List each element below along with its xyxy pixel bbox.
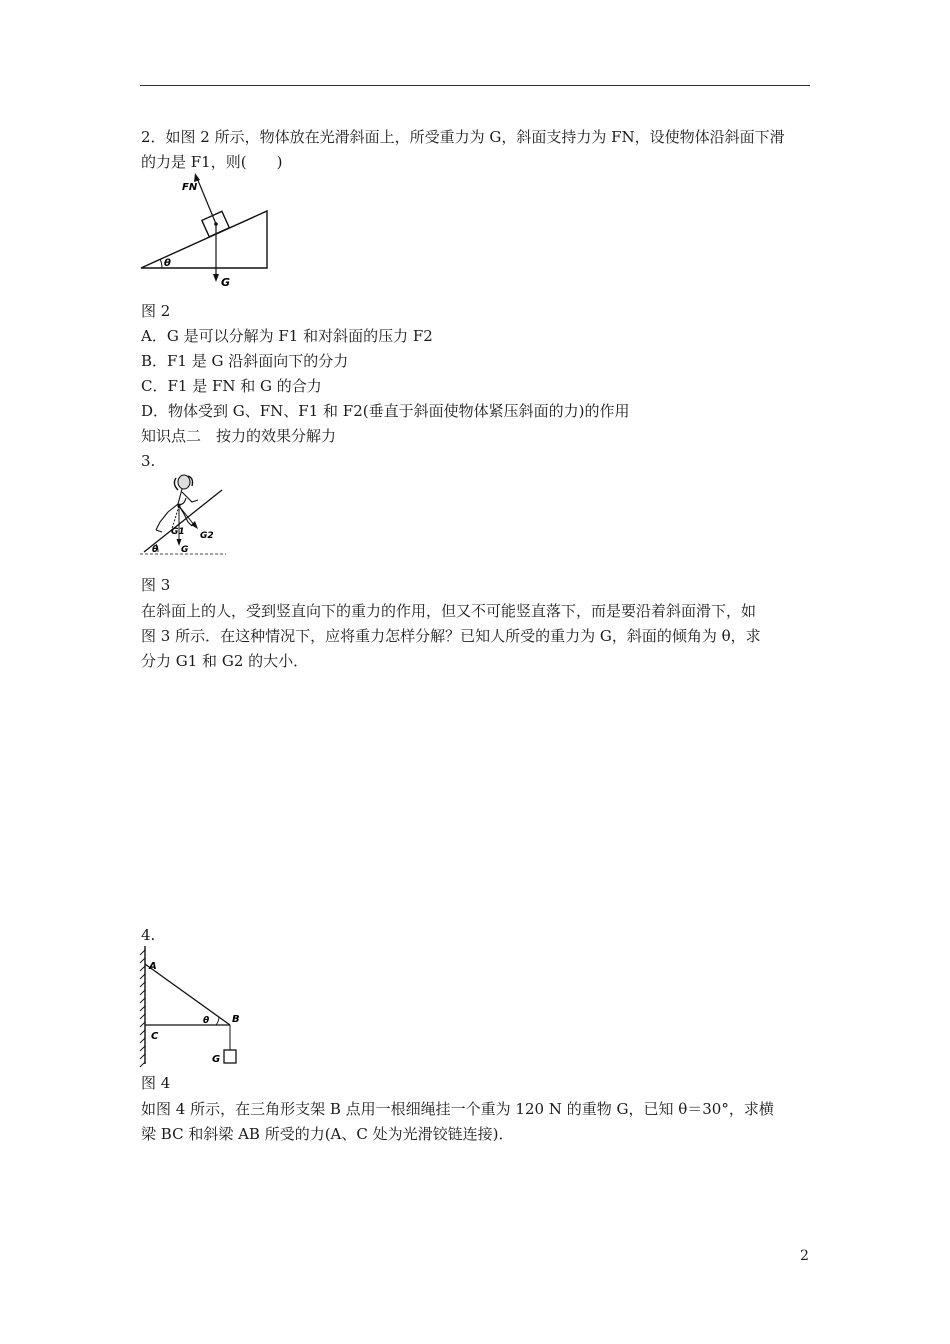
q2-option-a: A．G 是可以分解为 F1 和对斜面的压力 F2 [141,327,433,345]
section-title-2: 知识点二 按力的效果分解力 [141,427,337,445]
page-number: 2 [800,1248,809,1264]
label-B: B [232,1014,240,1025]
label-G1: G1 [171,527,185,537]
beam-AB [145,964,230,1025]
label-G: G [221,276,231,289]
q2-text-line2: 的力是 F1，则( ) [141,153,283,171]
slope-line [144,490,222,552]
label-theta: θ [164,258,171,269]
q2-text-line1: 2．如图 2 所示，物体放在光滑斜面上，所受重力为 G，斜面支持力为 FN，设使物体沿斜面下滑 [141,128,785,146]
q4-number: 4. [141,926,156,944]
label-G: G [181,545,189,555]
q2-option-b: B．F1 是 G 沿斜面向下的分力 [141,352,349,370]
figure-2-caption: 图 2 [141,302,171,320]
q3-number: 3. [141,452,156,470]
label-FN: FN [182,182,198,193]
label-G2: G2 [200,531,214,541]
figure-2-incline [136,170,276,292]
q2-option-c: C．F1 是 FN 和 G 的合力 [141,377,322,395]
label-C: C [151,1031,159,1042]
q3-text-line3: 分力 G1 和 G2 的大小． [141,652,309,670]
figure-4-caption: 图 4 [141,1074,171,1092]
label-G: G [212,1054,221,1065]
label-theta: θ [203,1016,210,1026]
figure-3-person-on-slope [138,470,228,562]
header-rule [140,85,810,86]
label-theta: θ [152,545,159,555]
q3-text-line2: 图 3 所示．在这种情况下，应将重力怎样分解？已知人所受的重力为 G，斜面的倾角为 θ，求 [141,627,761,645]
wall-hatching [140,950,145,1067]
q4-text-line2: 梁 BC 和斜梁 AB 所受的力(A、C 处为光滑铰链连接)． [141,1125,514,1143]
q4-text-line1: 如图 4 所示，在三角形支架 B 点用一根细绳挂一个重为 120 N 的重物 G，已知 θ＝30°，求横 [141,1100,774,1118]
figure-4-bracket [136,946,246,1068]
figure-3-caption: 图 3 [141,576,171,594]
label-A: A [149,961,157,972]
normal-force-arrow [197,178,216,224]
q2-option-d: D．物体受到 G、FN、F1 和 F2(垂直于斜面使物体紧压斜面的力)的作用 [141,402,630,420]
weight-G [224,1050,236,1063]
person-sketch [156,475,198,532]
q3-text-line1: 在斜面上的人，受到竖直向下的重力的作用，但又不可能竖直落下，而是要沿着斜面滑下，如 [141,602,757,620]
